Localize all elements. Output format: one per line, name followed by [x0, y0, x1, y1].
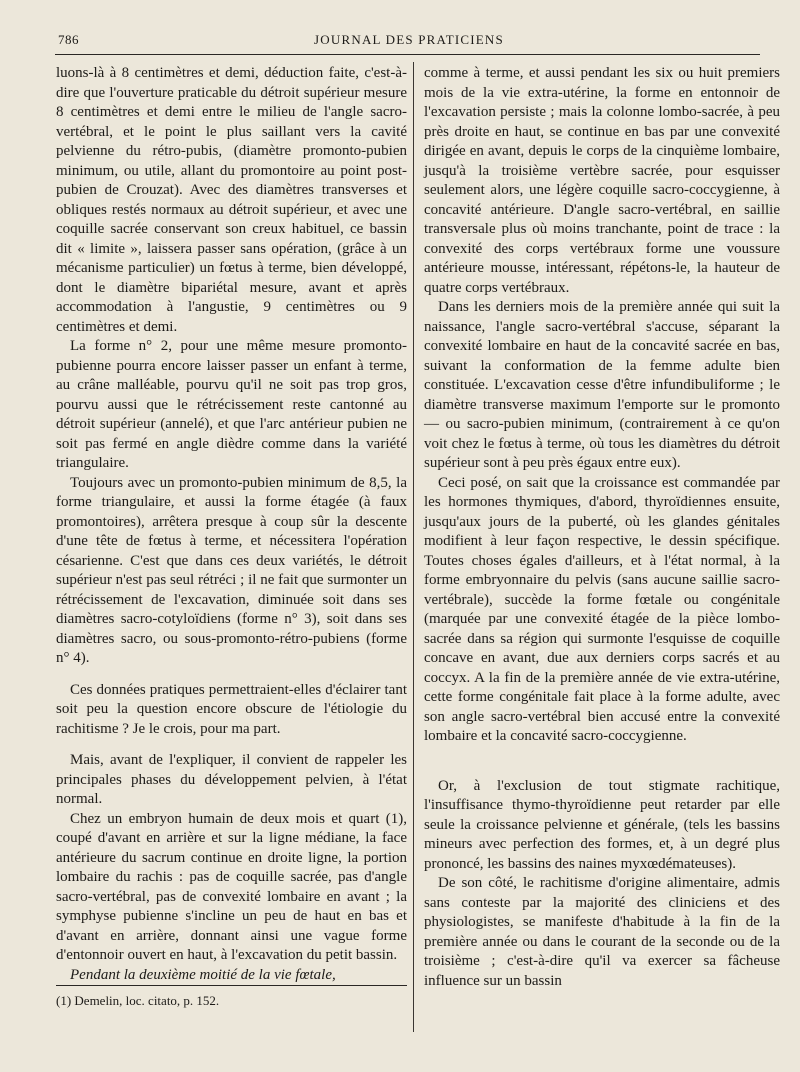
paragraph: luons-là à 8 centimètres et demi, déduction faite, c'est-à-dire que l'ouverture praticable du détroit supérieur mesure 8 centimètres et demi entre le milieu de l'angle sacro-vertébral, et le point le plus saillant vers la cavité pelvienne du rétro-pubis, (diamètre promonto-pubien minimum, ou utile, allant du promontoire au point post-pubien de Crouzat). Avec des diamètres transverses et obliques restés normaux au détroit supérieur, et avec une coquille sacrée conservant son creux habituel, ce bassin dit « limite », laissera passer sans opération, (grâce à un mécanisme particulier) un fœtus à terme, bien développé, dont le diamètre bipariétal mesure, avant et après accommodation à l'angustie, 9 centimètres ou 9 centimètres et demi.	[56, 65, 407, 335]
paragraph: comme à terme, et aussi pendant les six ou huit premiers mois de la vie extra-utérine, la forme en entonnoir de l'excavation persiste ; mais la colonne lombo-sacrée, à peu près droite en haut, se continue en bas par une convexité dirigée en avant, depuis le corps de la cinquième lombaire, jusqu'à la troisième vertèbre sacrée, pour esquisser seulement alors, une légère coquille sacro-coccygienne, à concavité antérieure. D'angle sacro-vertébral, en saillie transversale plus où moins tranchante, point de trace : la convexité des corps vertébraux forme une voussure antérieure mousse, intéressant, répétons-le, la hauteur de quatre corps vertébraux.	[424, 65, 780, 296]
paragraph: Ceci posé, on sait que la croissance est commandée par les hormones thymiques, d'abord, thyroïdiennes ensuite, jusqu'aux jours de la puberté, où les glandes génitales modifient à leur façon respective, le dessin spécifique. Toutes choses égales d'ailleurs, et à l'état normal, à la forme embryonnaire du pelvis (sans aucune saillie sacro-vertébrale), succède la forme fœtale ou congénitale (marquée par une convexité étagée de la pièce lombo-sacrée dans sa région qui surmonte l'esquisse de coquille concave en avant, due aux derniers corps sacrés et au coccyx. A la fin de la première année de vie extra-utérine, cette forme congénitale fait place à la forme adulte, avec son angle sacro-vertébral bien accusé entre la convexité lombaire et la concavité sacro-coccygienne.	[424, 474, 780, 744]
paragraph: Mais, avant de l'expliquer, il convient de rappeler les principales phases du développement pelvien, à l'état normal.	[56, 752, 407, 807]
paragraph: Toujours avec un promonto-pubien minimum de 8,5, la forme triangulaire, et aussi la forme étagée (à faux promontoires), arrêtera presque à coup sûr la descente d'une tête de fœtus à terme, et nécessitera l'opération césarienne. C'est que dans ces deux variétés, le détroit supérieur n'est pas seul rétréci ; il ne fait que surmonter un rétrécissement de l'excavation, diminuée soit dans ses diamètres sacro-cotyloïdiens (forme n° 3), soit dans ses diamètres sacro, ou sous-promonto-rétro-pubiens (forme n° 4).	[56, 474, 407, 666]
column-divider	[413, 62, 414, 1032]
paragraph: Or, à l'exclusion de tout stigmate rachitique, l'insuffisance thymo-thyroïdienne peut retarder par elle seule la croissance pelvienne et générale, (tels les bassins mineurs avec perfection des formes, et, à un degré plus prononcé, les bassins des naines myxœdémateuses).	[424, 777, 780, 872]
footnote: (1) Demelin, loc. citato, p. 152.	[56, 993, 220, 1008]
right-column	[424, 64, 780, 991]
page-header	[58, 30, 760, 52]
footnote-rule	[56, 985, 407, 986]
running-title: JOURNAL DES PRATICIENS	[314, 32, 504, 47]
left-column	[56, 64, 407, 985]
paragraph: Pendant la deuxième moitié de la vie fœtale,	[70, 966, 336, 983]
page-number: 786	[58, 32, 79, 47]
paragraph: De son côté, le rachitisme d'origine alimentaire, admis sans conteste par la majorité des cliniciens et des physiologistes, se manifeste d'habitude à la fin de la première année ou dans le courant de la seconde ou de la troisième ; c'est-à-dire qu'il va exercer sa fâcheuse influence sur un bassin	[424, 875, 780, 989]
header-rule	[55, 54, 760, 55]
paragraph: Chez un embryon humain de deux mois et quart (1), coupé d'avant en arrière et sur la ligne médiane, la face antérieure du sacrum continue en droite ligne, la portion lombaire du rachis : pas de coquille sacrée, pas d'angle sacro-vertébral, pas de convexité lombaire en avant ; la symphyse pubienne s'incline un peu de haut en bas et d'avant en arrière, donnant ainsi une vague forme d'entonnoir ouvert en haut, à l'excavation du petit bassin.	[56, 810, 407, 963]
paragraph: Ces données pratiques permettraient-elles d'éclairer tant soit peu la question encore obscure de l'étiologie du rachitisme ? Je le crois, pour ma part.	[56, 681, 407, 737]
paragraph: La forme n° 2, pour une même mesure promonto-pubienne pourra encore laisser passer un enfant à terme, au crâne malléable, pourvu qu'il ne soit pas trop gros, pourvu aussi que le rétrécissement reste cantonné au détroit supérieur (annelé), et que l'arc antérieur pubien ne soit pas fermé en angle dièdre comme dans la variété triangulaire.	[56, 338, 407, 471]
paragraph: Dans les derniers mois de la première année qui suit la naissance, l'angle sacro-vertébral s'accuse, séparant la convexité lombaire en haut de la concavité sacrée en bas, suivant la conformation de la femme adulte bien constituée. L'excavation cesse d'être infundibuliforme ; le diamètre transverse maximum l'emporte sur le promonto — ou sacro-pubien minimum, (contrairement à ce qu'on voit chez le fœtus à terme, où tous les diamètres du détroit supérieur sont à peu près égaux entre eux).	[424, 299, 780, 471]
